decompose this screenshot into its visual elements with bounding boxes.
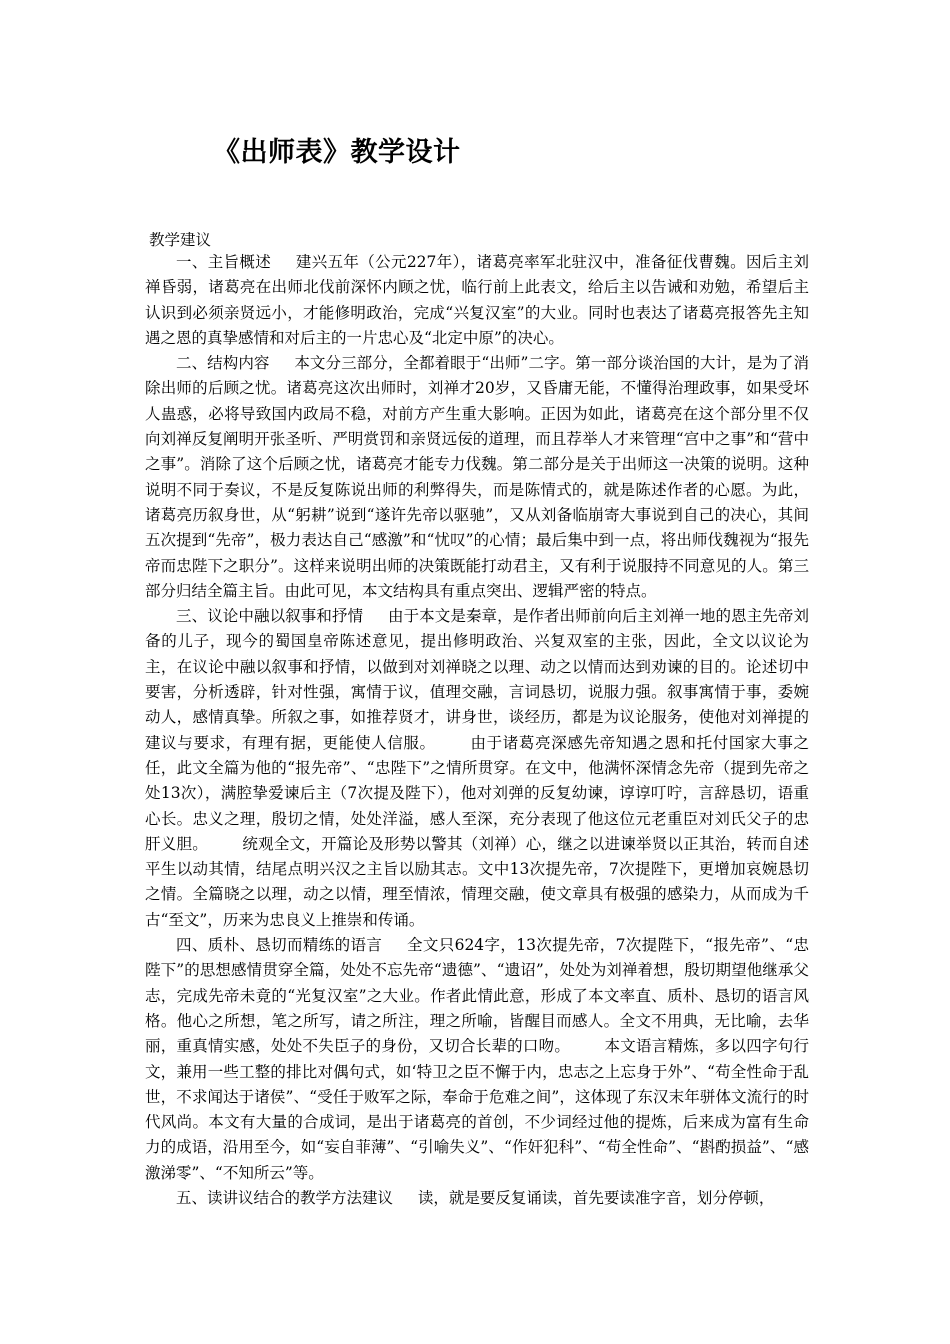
paragraph-main-idea [145, 250, 809, 351]
paragraph-structure [145, 351, 809, 604]
paragraph-text: 由于诸葛亮深感先帝知遇之恩和托付国家大事之任，此文全篇为他的“报先帝”、“忠陛下”之情所贯穿。在文中，他满怀深情念先帝（提到先帝之处13次），满腔挚爱谏后主（7次提及陛下），他对刘弹的反复幼谏，谆谆叮咛，言辞恳切，语重心长。忠义之理，殷切之情，处处洋溢，感人至深，充分表现了他这位元老重臣对刘氏父子的忠肝义胆。 [145, 733, 809, 853]
paragraph-teaching-method [145, 1186, 809, 1211]
paragraph-heading: 五、读讲议结合的教学方法建议 [176, 1188, 394, 1207]
paragraph-text: 统观全文，开篇论及形势以警其（刘禅）心，继之以进谏举贤以正其治，转而自述平生以动其情，结尾点明兴汉之主旨以励其志。文中13次提先帝，7次提陛下，更增加哀婉恳切之情。全篇晓之以理，动之以情，理至情浓，情理交融，使文章具有极强的感染力，从而成为千古“至文”，历来为忠良义上推崇和传诵。 [145, 834, 809, 929]
paragraph-language [145, 933, 809, 1186]
paragraph-heading: 一、主旨概述 [176, 253, 272, 271]
paragraph-text: 全文只624字，13次提先帝，7次提陛下，“报先帝”、“忠陛下”的思想感情贯穿全篇，处处不忘先帝“遗德”、“遗诏”，处处为刘禅着想，殷切期望他继承父志，完成先帝未竟的“光复汉室”之大业。作者此情此意，形成了本文率直、质朴、恳切的语言风格。他心之所想，笔之所写，请之所注，理之所喻，皆醒目而感人。全文不用典，无比喻，去华丽，重真情实感，处处不失臣子的身份，又切合长辈的口吻。 [145, 936, 809, 1056]
section-label: 教学建议 [149, 231, 212, 249]
document-body [145, 250, 809, 1211]
page-title: 《出师表》教学设计 [213, 137, 461, 168]
paragraph-text: 由于本文是秦章，是作者出师前向后主刘禅一地的恩主先帝刘备的儿子，现今的蜀国皇帝陈述意见，提出修明政治、兴复双室的主张，因此，全文以议论为主，在议论中融以叙事和抒情，以做到对刘禅晓之以理、动之以情而达到劝谏的目的。论述切中要害，分析透辟，针对性强，寓情于议，值理交融，言词恳切，说服力强。叙事寓情于事，委婉动人，感情真挚。所叙之事，如推荐贤才，讲身世，谈经历，都是为议论服务，使他对刘禅提的建议与要求，有理有据，更能使人信服。 [145, 607, 809, 752]
paragraph-argument-narrative [145, 604, 809, 933]
paragraph-text: 本文分三部分，全都着眼于“出师”二字。第一部分谈治国的大计，是为了消除出师的后顾之忧。诸葛亮这次出师时，刘禅才20岁，又昏庸无能，不懂得治理政事，如果受坏人蛊惑，必将导致国内政局不稳，对前方产生重大影响。正因为如此，诸葛亮在这个部分里不仅向刘禅反复阐明开张圣听、严明赏罚和亲贤远佞的道理，而且荐举人才来管理“宫中之事”和“营中之事”。消除了这个后顾之忧，诸葛亮才能专力伐魏。第二部分是关于出师这一决策的说明。这种说明不同于奏议，不是反复陈说出师的利弊得失，而是陈情式的，就是陈述作者的心愿。为此，诸葛亮历叙身世，从“躬耕”说到“遂许先帝以驱驰”，又从刘备临崩寄大事说到自己的决心，其间五次提到“先帝”，极力表达自己“感激”和“忧叹”的心情；最后集中到一点，将出师伐魏视为“报先帝而忠陛下之职分”。这样来说明出师的决策既能打动君主，又有利于说服持不同意见的人。第三部分归结全篇主旨。由此可见，本文结构具有重点突出、逻辑严密的特点。 [145, 354, 809, 600]
paragraph-heading: 四、质朴、恳切而精练的语言 [176, 936, 383, 955]
paragraph-heading: 三、议论中融以叙事和抒情 [176, 607, 364, 626]
paragraph-text: 本文语言精炼，多以四字句行文，兼用一些工整的排比对偶句式，如‘特卫之臣不懈于内，忠志之上忘身于外”、“苟全性命于乱世，不求闻达于诸侯”、“受任于败军之际，奉命于危难之间”，这体现了东汉末年骈体文流行的时代风尚。本文有大量的合成词，是出于诸葛亮的首创，不少词经过他的提炼，后来成为富有生命力的成语，沿用至今，如“妄自菲薄”、“引喻失义”、“作奸犯科”、“苟全性命”、“斟酌损益”、“感激涕零”、“不知所云”等。 [145, 1037, 809, 1182]
paragraph-text: 读，就是要反复诵读，首先要读准字音，划分停顿， [417, 1188, 775, 1207]
paragraph-text: 建兴五年（公元227年），诸葛亮率军北驻汉中，准备征伐曹魏。因后主刘禅昏弱，诸葛亮在出师北伐前深怀内顾之忧，临行前上此表文，给后主以告诫和劝勉，希望后主认识到必须亲贤远小，才能修明政治，完成“兴复汉室”的大业。同时也表达了诸葛亮报答先主知遇之恩的真挚感情和对后主的一片忠心及“北定中原”的决心。 [145, 253, 809, 347]
paragraph-heading: 二、结构内容 [176, 354, 270, 373]
